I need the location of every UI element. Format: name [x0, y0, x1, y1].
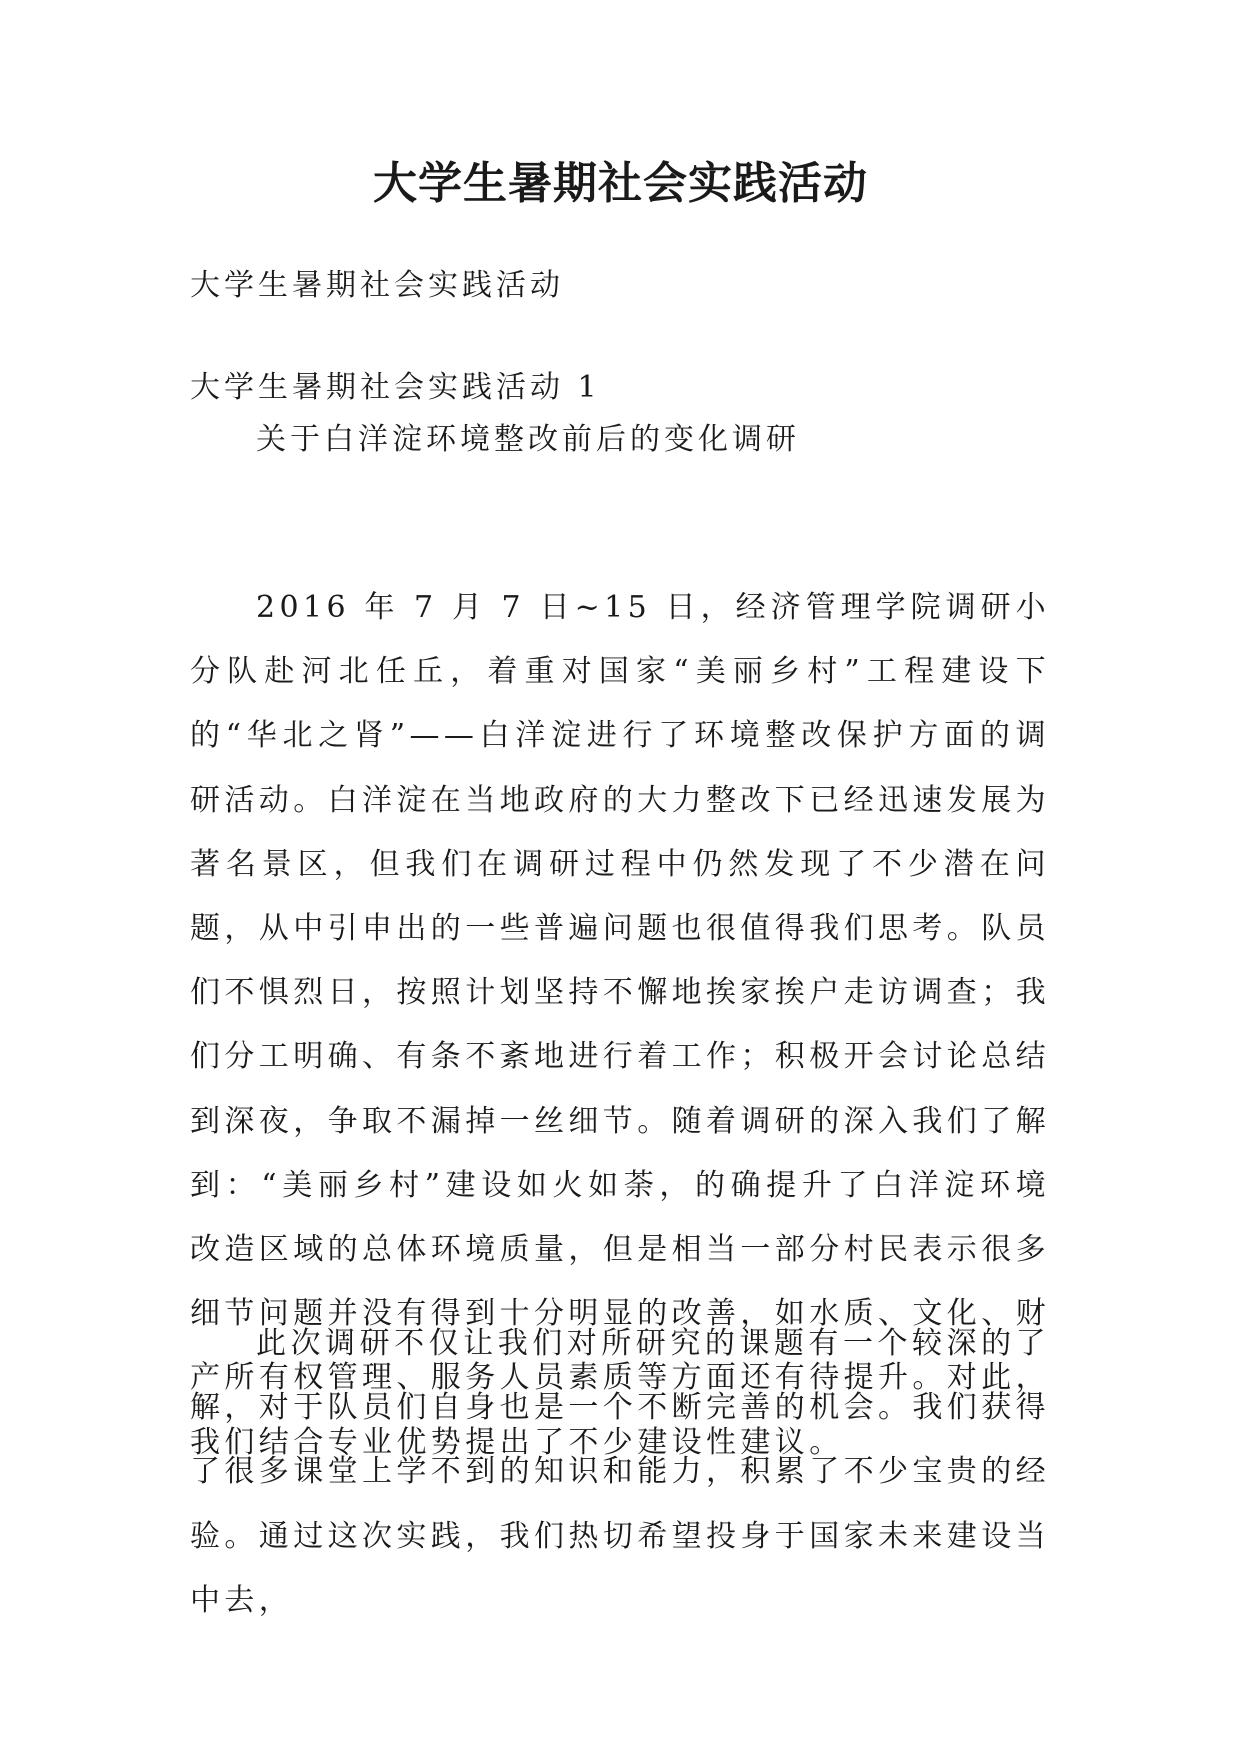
- document-title: 大学生暑期社会实践活动: [373, 158, 868, 209]
- body-paragraph-2: 此次调研不仅让我们对所研究的课题有一个较深的了解，对于队员们自身也是一个不断完善的机会。我们获得了很多课堂上学不到的知识和能力，积累了不少宝贵的经验。通过这次实践，我们热切希望投身于国家未来建设当中去，: [190, 1326, 1050, 1618]
- section-subtitle: 关于白洋淀环境整改前后的变化调研: [256, 422, 800, 457]
- body-paragraph-1: 2016 年 7 月 7 日~15 日，经济管理学院调研小分队赴河北任丘，着重对国家“美丽乡村”工程建设下的“华北之肾”——白洋淀进行了环境整改保护方面的调研活动。白洋淀在当地政府的大力整改下已经迅速发展为著名景区，但我们在调研过程中仍然发现了不少潜在问题，从中引申出的一些普遍问题也很值得我们思考。队员们不惧烈日，按照计划坚持不懈地挨家挨户走访调查；我们分工明确、有条不紊地进行着工作；积极开会讨论总结到深夜，争取不漏掉一丝细节。随着调研的深入我们了解到：“美丽乡村”建设如火如荼，的确提升了白洋淀环境改造区域的总体环境质量，但是相当一部分村民表示很多细节问题并没有得到十分明显的改善，如水质、文化、财产所有权管理、服务人员素质等方面还有待提升。对此，我们结合专业优势提出了不少建设性建议。: [190, 590, 1050, 1460]
- section-heading: 大学生暑期社会实践活动 1: [190, 370, 601, 405]
- document-heading: 大学生暑期社会实践活动: [190, 268, 564, 303]
